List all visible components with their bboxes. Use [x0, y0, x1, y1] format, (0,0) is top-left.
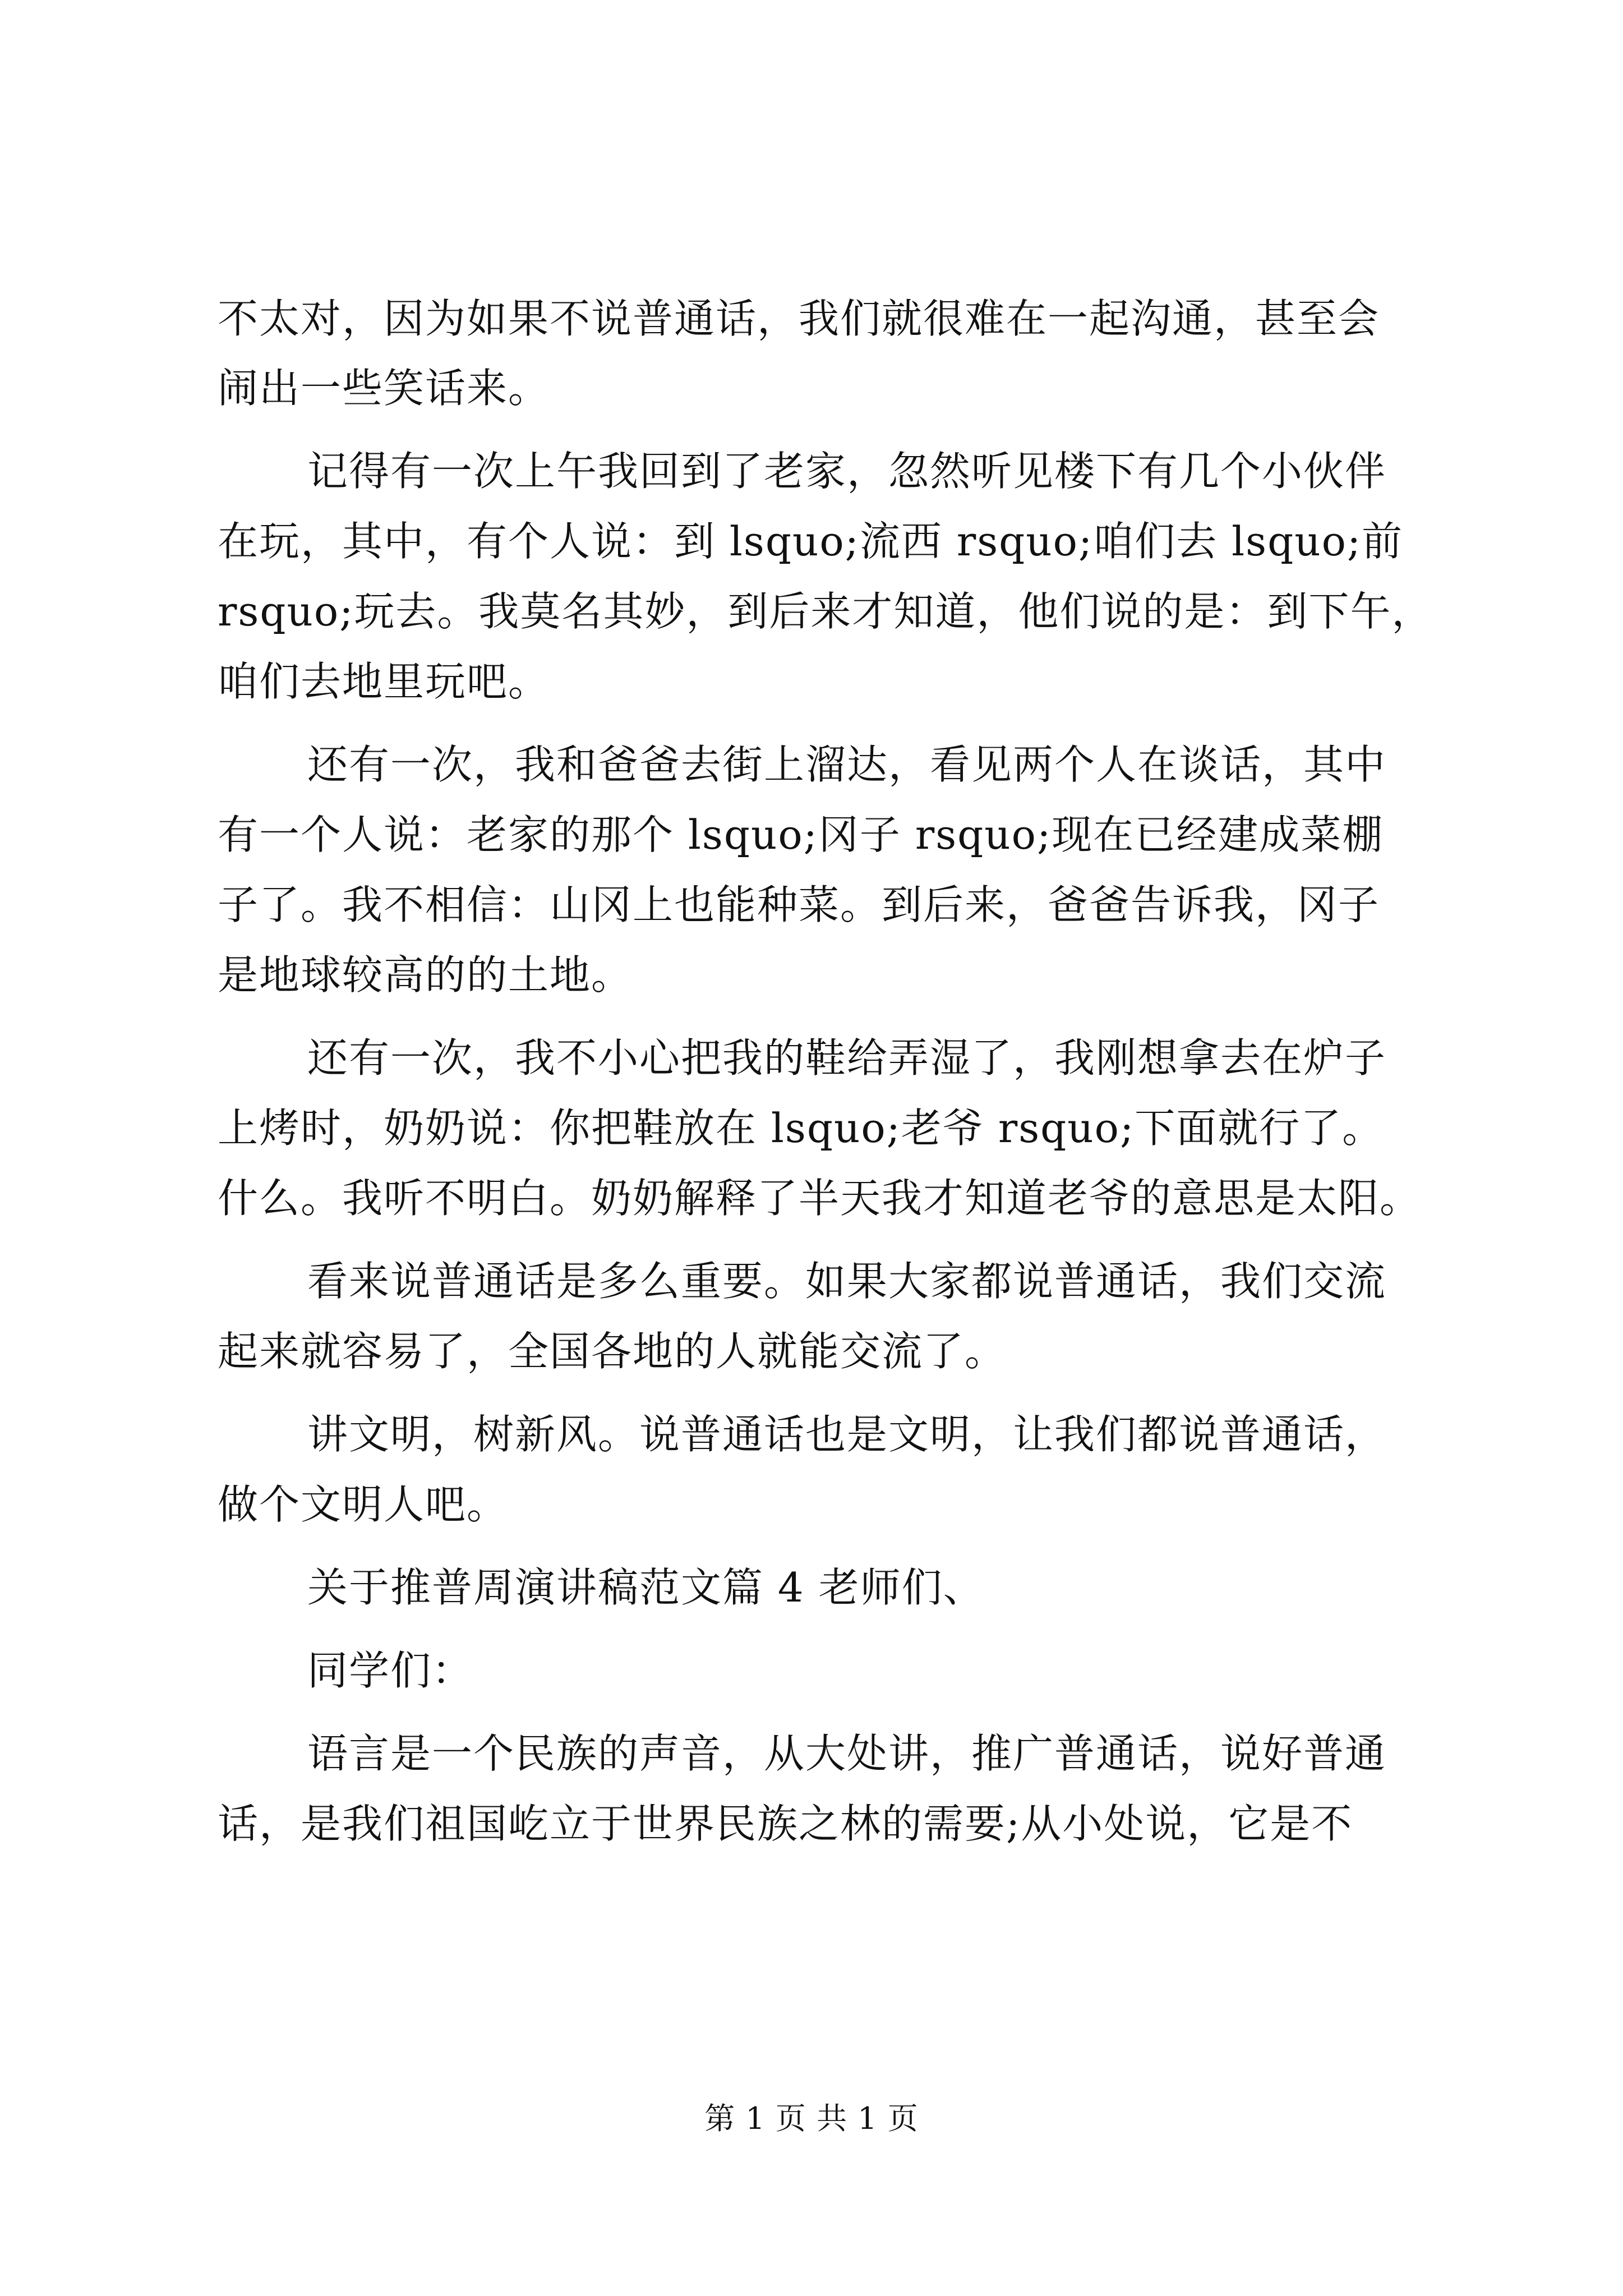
text-line: 做个文明人吧。	[218, 1481, 509, 1528]
text-line: 闹出一些笑话来。	[218, 365, 550, 412]
text-line: 有一个人说：老家的那个 lsquo;冈子 rsquo;现在已经建成菜棚	[218, 811, 1384, 858]
text-line: 上烤时，奶奶说：你把鞋放在 lsquo;老爷 rsquo;下面就行了。	[218, 1105, 1384, 1152]
text-line: 起来就容易了，全国各地的人就能交流了。	[218, 1328, 1007, 1375]
text-line: 子了。我不相信：山冈上也能种菜。到后来，爸爸告诉我，冈子	[218, 881, 1380, 928]
text-line: 是地球较高的的土地。	[218, 951, 633, 999]
salutation: 同学们：	[307, 1647, 474, 1694]
paragraph-first-line: 语言是一个民族的声音，从大处讲，推广普通话，说好普通	[307, 1730, 1387, 1777]
section-heading: 关于推普周演讲稿范文篇 4 老师们、	[307, 1564, 985, 1611]
paragraph-first-line: 记得有一次上午我回到了老家，忽然听见楼下有几个小伙伴	[307, 448, 1387, 495]
text-line: 不太对，因为如果不说普通话，我们就很难在一起沟通，甚至会	[218, 295, 1380, 342]
paragraph-first-line: 还有一次，我不小心把我的鞋给弄湿了，我刚想拿去在炉子	[307, 1034, 1387, 1082]
text-line: rsquo;玩去。我莫名其妙，到后来才知道，他们说的是：到下午，	[218, 588, 1433, 635]
text-line: 在玩，其中，有个人说：到 lsquo;流西 rsquo;咱们去 lsquo;前	[218, 518, 1404, 565]
paragraph-first-line: 看来说普通话是多么重要。如果大家都说普通话，我们交流	[307, 1258, 1387, 1305]
paragraph-first-line: 还有一次，我和爸爸去街上溜达，看见两个人在谈话，其中	[307, 741, 1387, 788]
paragraph-first-line: 讲文明，树新风。说普通话也是文明，让我们都说普通话，	[307, 1411, 1387, 1458]
page-footer: 第 1 页 共 1 页	[704, 2101, 919, 2136]
text-line: 咱们去地里玩吧。	[218, 658, 550, 705]
text-line: 话，是我们祖国屹立于世界民族之林的需要;从小处说，它是不	[218, 1800, 1353, 1847]
text-line: 什么。我听不明白。奶奶解释了半天我才知道老爷的意思是太阳。	[218, 1175, 1422, 1222]
